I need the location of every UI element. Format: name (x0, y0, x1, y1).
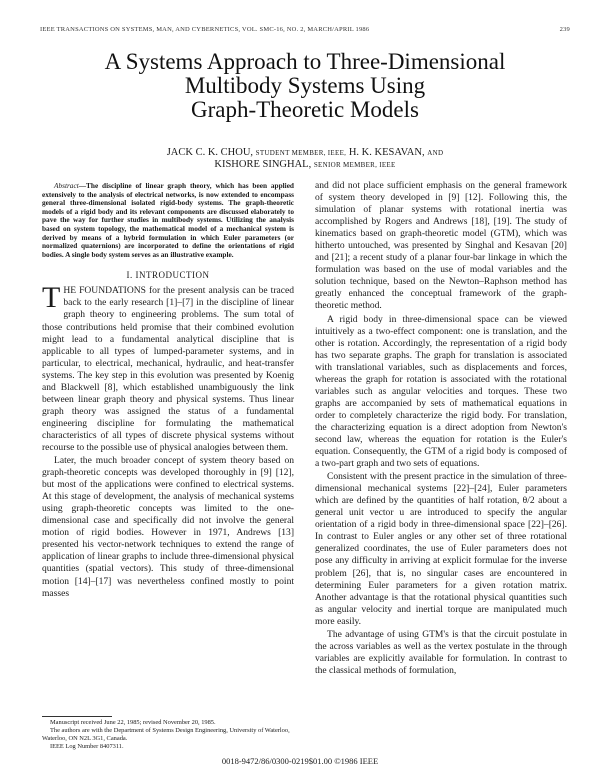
author-2: H. K. KESAVAN, (348, 147, 425, 158)
abstract-label: Abstract (54, 181, 79, 190)
page-number: 239 (559, 26, 570, 33)
footnote-affiliation: The authors are with the Department of Systems Design Engineering, University of Waterloo, Waterloo, ON N2L 3G1, Canada. (42, 727, 290, 742)
author-3: KISHORE SINGHAL, (214, 159, 312, 170)
abstract (42, 182, 294, 259)
drop-cap: T (42, 281, 61, 315)
footnote-log-number: IEEE Log Number 8407311. (50, 743, 124, 750)
title-line-2: Multibody Systems Using (184, 73, 426, 98)
abstract-text: —The discipline of linear graph theory, which has been applied extensively to the analysis of electrical networks, is now extended to encompass general three-dimensional isolated rigid-body systems. The graph-theoretic models of a rigid body and its relevant components are discussed elaborately to pave the way for further studies in multibody systems. Utilizing the analysis based on system topology, the mathematical model of a mechanical system is derived by means of a hybrid formulation in which Euler parameters (or normalized quaternions) are incorporated to define the orientations of rigid bodies. A single body system serves as an illustrative example. (42, 181, 294, 259)
right-paragraph-3: Consistent with the present practice in the simulation of three-dimensional mechanical systems [22]–[24], Euler parameters which are defined by the quantities of half rotation, θ/2 about a general unit vector u are introduced to specify the angular orientation of a rigid body in three-dimensional space [22]–[26]. In contrast to Euler angles or any other set of three rotational generalized coordinates, the use of Euler parameters does not pose any difficulty in arriving at explicit formulae for the inverse problem [26], that is, no singular cases are encountered in determining Euler parameters for a given rotation matrix. Another advantage is that the rotational physical quantities such as angular velocity and inertial torque are manipulated much more easily. (315, 471, 567, 627)
running-header (40, 26, 570, 33)
footnote-manuscript: Manuscript received June 22, 1985; revised November 20, 1985. (50, 719, 216, 726)
author-1-role: STUDENT MEMBER, IEEE, (255, 149, 347, 157)
intro-paragraph-1 (42, 281, 294, 454)
author-block (40, 147, 570, 171)
journal-name: IEEE TRANSACTIONS ON SYSTEMS, MAN, AND CYBERNETICS, VOL. SMC-16, NO. 2, MARCH/APRIL 1986 (40, 26, 370, 33)
author-3-role: SENIOR MEMBER, IEEE (313, 161, 396, 169)
right-column (315, 180, 567, 677)
right-paragraph-1: and did not place sufficient emphasis on the general framework of system theory developed in [9] [12]. Following this, the simulation of planar systems with rotational inertia was accomplished by Rogers and Andrews [18], [19]. The study of kinematics based on graph-theoretic model (GTM), which was hitherto untouched, was presented by Singhal and Kesavan [20] and [21]; a recent study of a planar four-bar linkage in which the formulation was based on the use of modal variables and the solution technique, based on the Newton–Raphson method has greatly enhanced the conceptual framework of the graph-theoretic method. (315, 180, 567, 312)
intro-paragraph-1-text: HE FOUNDATIONS for the present analysis can be traced back to the early research [1]–[7] in the discipline of linear graph theory to engineering problems. The sum total of those contributions held promise that their combined evolution might lead to a fundamental analytical discipline that is applicable to all types of lumped-parameter systems, and in particular, to electrical, mechanical, hydraulic, and heat-transfer systems. The key step in this evolution was presented by Koenig and Blackwell [8], which established unambiguously the link between linear graph theory and physical systems. Thus linear graph theory was assigned the status of a fundamental engineering discipline for formulating the mathematical characteristics of all types of discrete physical systems without recourse to the possible use of physical analogies between them. (42, 285, 294, 453)
footnote (42, 716, 294, 751)
section-heading-introduction: I. INTRODUCTION (126, 270, 210, 281)
author-and: AND (427, 149, 444, 157)
title-line-3: Graph-Theoretic Models (190, 97, 419, 122)
paper-title (40, 50, 570, 122)
left-column (42, 182, 294, 600)
copyright-line: 0018-9472/86/0300-0219$01.00 ©1986 IEEE (221, 756, 379, 766)
author-1: JACK C. K. CHOU, (166, 147, 254, 158)
intro-paragraph-2: Later, the much broader concept of system theory based on graph-theoretic concepts was developed thoroughly in [9] [12], but most of the applications were confined to electrical systems. At this stage of development, the analysis of mechanical systems using graph-theoretic concepts was limited to the one-dimensional case and specifically did not involve the general motion of rigid bodies. However in 1971, Andrews [13] presented his vector-network techniques to extend the range of application of linear graphs to include three-dimensional physical quantities (spatial vectors). This study of three-dimensional motion [14]–[17] was nevertheless confined mostly to point masses (42, 455, 294, 599)
title-line-1: A Systems Approach to Three-Dimensional (104, 49, 506, 74)
footnote-rule (42, 716, 112, 717)
right-paragraph-4: The advantage of using GTM's is that the circuit postulate in the across variables as well as the vertex postulate in the through variables are explicitly available for formulation. In contrast to the classical methods of formulation, (315, 628, 567, 676)
right-paragraph-2: A rigid body in three-dimensional space can be viewed intuitively as a two-effect component: one is translation, and the other is rotation. Accordingly, the representation of a rigid body has two separate graphs. The graph for translation is associated with translational variables, such as displacements and forces, whereas the graph for rotation is associated with the rotational variables such as angular velocities and torques. These two graphs are accompanied by sets of mathematical equations in order to completely characterize the rigid body. For translation, the characterizing equation is a direct adoption from Newton's second law, whereas the equation for rotation is the Euler's equation. Consequently, the GTM of a rigid body is composed of a two-part graph and two sets of equations. (315, 313, 567, 470)
